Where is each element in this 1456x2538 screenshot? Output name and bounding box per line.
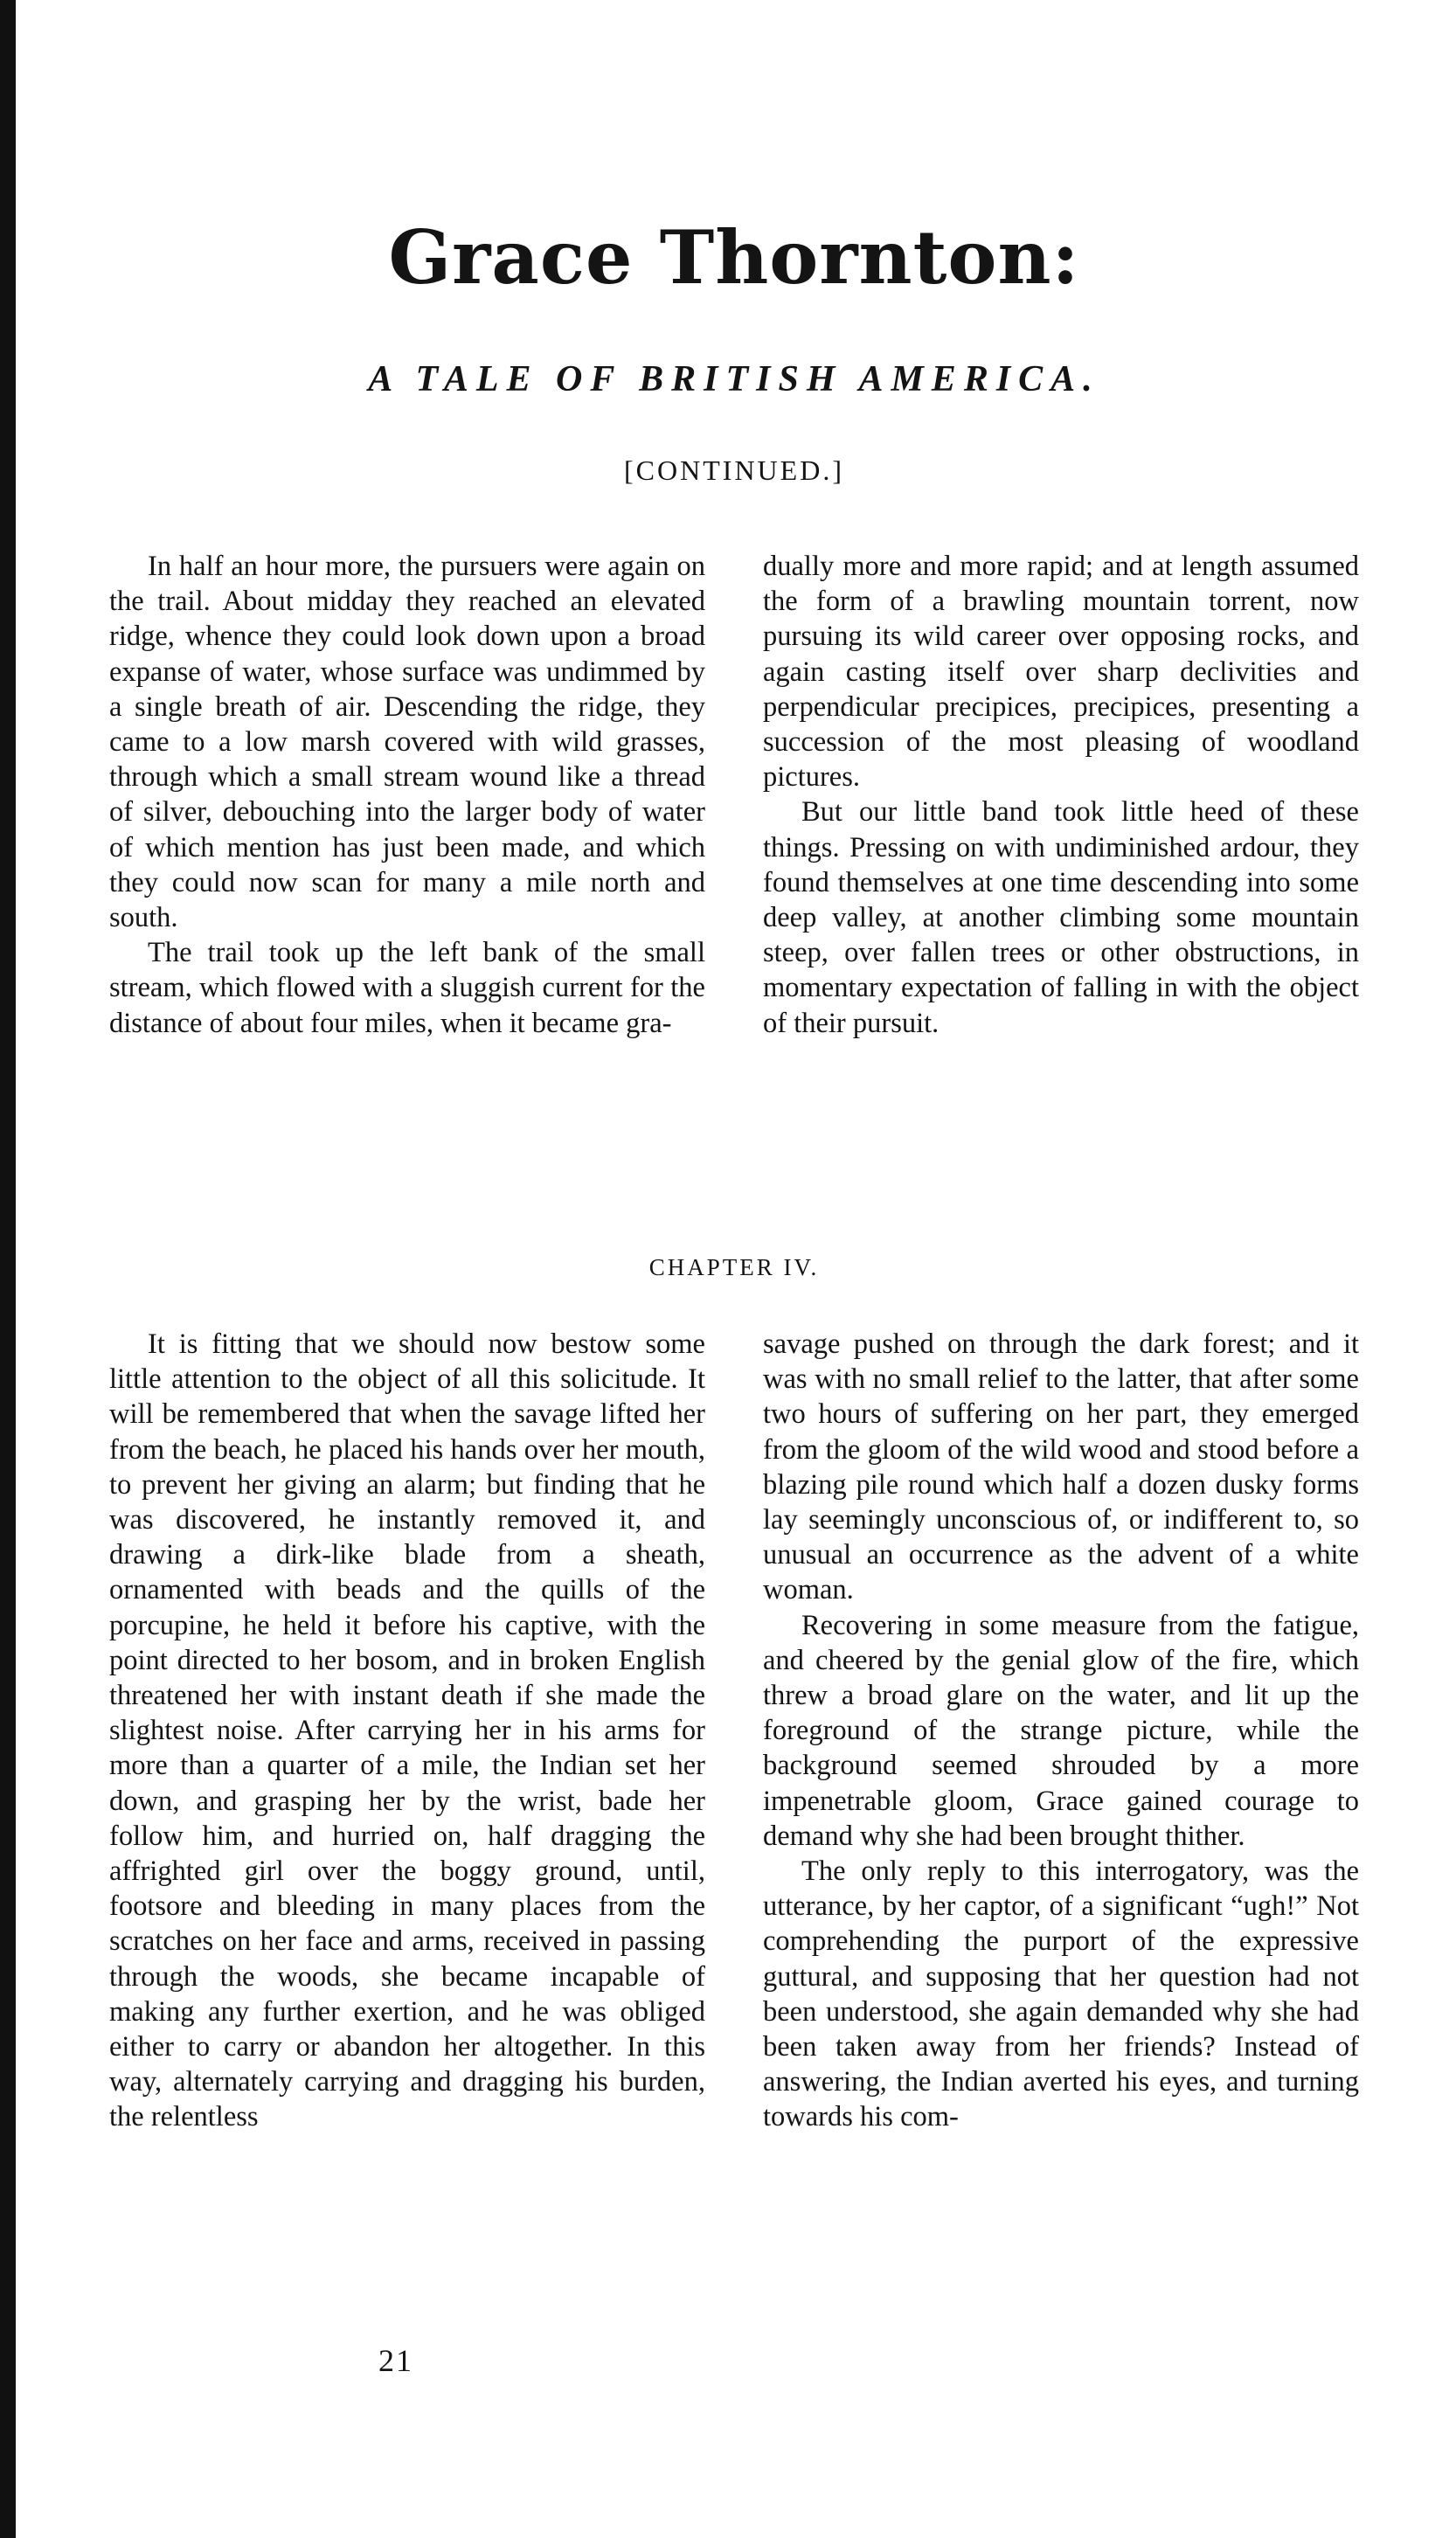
- paragraph-continued: dually more and more rapid; and at length assumed the form of a brawling mountain torrent, now pursuing its wild career over opposing rocks, and again casting itself over sharp declivities and perpendicular precipices, precipices, presenting a succession of the most pleasing of woodland pictures.: [763, 551, 1359, 794]
- chapter-four-right-column: [763, 1327, 1359, 2135]
- paragraph: It is fitting that we should now bestow some little attention to the object of all this solicitude. It will be remembered that when the savage lifted her from the beach, he placed his hands over her mouth, to prevent her giving an alarm; but finding that he was discovered, he instantly removed it, and drawing a dirk-like blade from a sheath, ornamented with beads and the quills of the porcupine, he held it before his captive, with the point directed to her bosom, and in broken English threatened her with instant death if she made the slightest noise. After carrying her in his arms for more than a quarter of a mile, the Indian set her down, and grasping her by the wrist, bade her follow him, and hurried on, half dragging the affrighted girl over the boggy ground, until, footsore and bleeding in many places from the scratches on her face and arms, received in passing through the woods, she became incapable of making any further exertion, and he was obliged either to carry or abandon her altogether. In this way, alternately carrying and dragging his burden, the relentless: [109, 1328, 705, 2133]
- document-page: [109, 0, 1359, 2538]
- page-number: 21: [378, 2343, 413, 2378]
- paragraph: The trail took up the left bank of the small stream, which flowed with a sluggish current for the distance of about four miles, when it became gra-: [109, 937, 705, 1039]
- section-one-right-column: [763, 549, 1359, 1041]
- paragraph: But our little band took little heed of these things. Pressing on with undiminished ardour, they found themselves at one time descending into some deep valley, at another climbing some mountain steep, over fallen trees or other obstructions, in momentary expectation of falling in with the object of their pursuit.: [763, 796, 1359, 1039]
- chapter-heading: CHAPTER IV.: [648, 1254, 820, 1280]
- continued-note: [CONTINUED.]: [624, 454, 844, 486]
- story-title: Grace Thornton:: [388, 214, 1080, 301]
- story-subtitle: A TALE OF BRITISH AMERICA.: [368, 359, 1100, 399]
- chapter-four-left-column: [109, 1327, 705, 2135]
- paragraph: In half an hour more, the pursuers were again on the trail. About midday they reached an elevated ridge, whence they could look down upon a broad expanse of water, whose surface was undimmed by a single breath of air. Descending the ridge, they came to a low marsh covered with wild grasses, through which a small stream wound like a thread of silver, debouching into the larger body of water of which mention has just been made, and which they could now scan for many a mile north and south.: [109, 551, 705, 934]
- page-binding-edge: [0, 0, 16, 2538]
- section-one-columns: [109, 549, 1359, 1041]
- paragraph-continued: savage pushed on through the dark forest; and it was with no small relief to the latter, that after some two hours of suffering on her part, they emerged from the gloom of the wild wood and stood before a blazing pile round which half a dozen dusky forms lay seemingly unconscious of, or indifferent to, so unusual an occurrence as the advent of a white woman.: [763, 1328, 1359, 1606]
- paragraph: The only reply to this interrogatory, was the utterance, by her captor, of a significant “ugh!” Not comprehending the purport of the expressive guttural, and supposing that her question had not been understood, she again demanded why she had been taken away from her friends? Instead of answering, the Indian averted his eyes, and turning towards his com-: [763, 1855, 1359, 2133]
- paragraph: Recovering in some measure from the fatigue, and cheered by the genial glow of the fire, which threw a broad glare on the water, and lit up the foreground of the strange picture, while the background seemed shrouded by a more impenetrable gloom, Grace gained courage to demand why she had been brought thither.: [763, 1609, 1359, 1852]
- section-one-left-column: [109, 549, 705, 1041]
- chapter-four-columns: [109, 1327, 1359, 2135]
